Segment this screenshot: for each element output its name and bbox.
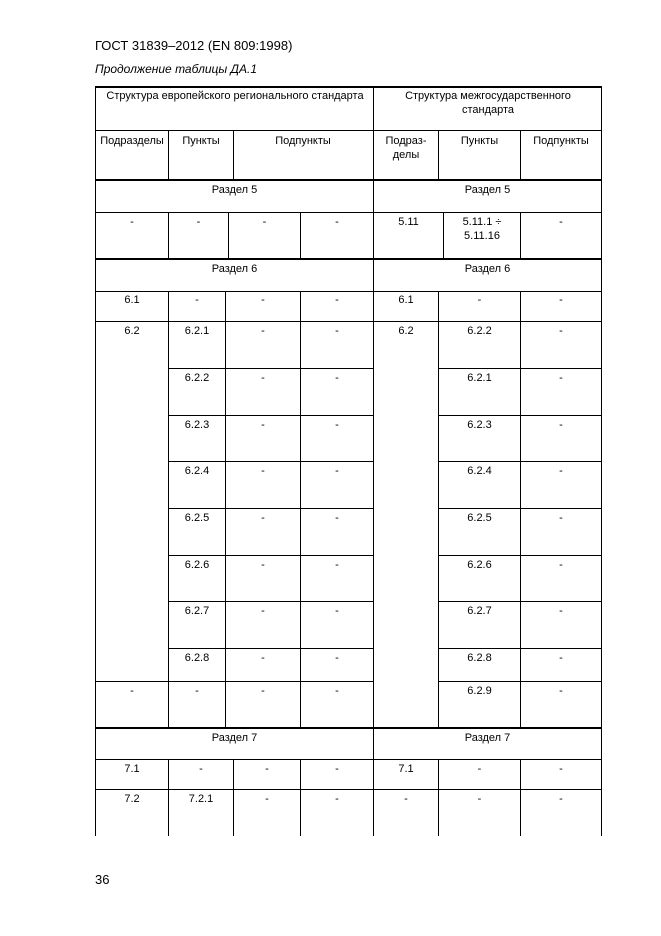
cell-dash: - bbox=[559, 372, 563, 384]
cell-euro-clause: 6.2.4 bbox=[184, 465, 210, 477]
cell-inter-clause: 6.2.9 bbox=[467, 685, 492, 697]
cell-dash: - bbox=[559, 419, 563, 431]
cell-euro-7-2-1: 7.2.1 bbox=[188, 793, 214, 805]
cell-dash: - bbox=[261, 652, 265, 664]
document-header: ГОСТ 31839–2012 (EN 809:1998) bbox=[95, 38, 293, 53]
cell-inter-5-11-range: 5.11.1 ÷ 5.11.16 bbox=[462, 216, 502, 242]
cell-dash: - bbox=[195, 685, 199, 697]
cell-inter-6-1: 6.1 bbox=[398, 294, 414, 306]
cell-dash: - bbox=[261, 419, 265, 431]
cell-dash: - bbox=[335, 419, 339, 431]
cell-euro-7-2: 7.2 bbox=[124, 793, 140, 805]
cell-dash: - bbox=[261, 685, 265, 697]
cell-dash: - bbox=[559, 763, 563, 775]
cell-dash: - bbox=[199, 763, 203, 775]
cell-inter-clause: 6.2.2 bbox=[467, 325, 492, 337]
cell-euro-7-1: 7.1 bbox=[124, 763, 140, 775]
cell-dash: - bbox=[335, 294, 339, 306]
section-6-inter: Раздел 6 bbox=[464, 263, 511, 275]
cell-euro-clause: 6.2.8 bbox=[184, 652, 210, 664]
cell-dash: - bbox=[265, 763, 269, 775]
cell-inter-clause: 6.2.5 bbox=[467, 512, 492, 524]
cell-dash: - bbox=[335, 605, 339, 617]
cell-dash: - bbox=[261, 294, 265, 306]
table-continuation-caption: Продолжение таблицы ДА.1 bbox=[95, 62, 258, 76]
section-6-euro: Раздел 6 bbox=[211, 263, 258, 275]
cell-dash: - bbox=[261, 559, 265, 571]
cell-dash: - bbox=[261, 372, 265, 384]
cell-dash: - bbox=[335, 685, 339, 697]
euro-col-subsections: Подразделы bbox=[100, 135, 164, 147]
cell-inter-7-1: 7.1 bbox=[398, 763, 414, 775]
cell-dash: - bbox=[559, 512, 563, 524]
cell-dash: - bbox=[335, 763, 339, 775]
cell-dash: - bbox=[130, 685, 134, 697]
cell-dash: - bbox=[559, 685, 563, 697]
cell-inter-clause: 6.2.4 bbox=[467, 465, 492, 477]
cell-dash: - bbox=[477, 763, 482, 775]
cell-dash: - bbox=[559, 216, 563, 228]
cell-inter-clause: 6.2.3 bbox=[467, 419, 492, 431]
cell-dash: - bbox=[335, 325, 339, 337]
cell-dash: - bbox=[477, 793, 482, 805]
cell-dash: - bbox=[559, 559, 563, 571]
cell-inter-6-2: 6.2 bbox=[398, 325, 414, 337]
section-5-euro: Раздел 5 bbox=[211, 184, 258, 196]
cell-inter-clause: 6.2.6 bbox=[467, 559, 492, 571]
cell-dash: - bbox=[335, 793, 339, 805]
cell-dash: - bbox=[335, 465, 339, 477]
cell-dash: - bbox=[261, 512, 265, 524]
cell-dash: - bbox=[335, 372, 339, 384]
cell-euro-clause: 6.2.2 bbox=[184, 372, 210, 384]
cell-dash: - bbox=[335, 652, 339, 664]
cell-dash: - bbox=[559, 652, 563, 664]
cell-euro-6-2: 6.2 bbox=[124, 325, 140, 337]
cell-dash: - bbox=[335, 216, 339, 228]
cell-inter-clause: 6.2.1 bbox=[467, 372, 492, 384]
cell-dash: - bbox=[261, 325, 265, 337]
cell-dash: - bbox=[261, 605, 265, 617]
cell-dash: - bbox=[559, 294, 563, 306]
cell-dash: - bbox=[559, 465, 563, 477]
cell-dash: - bbox=[559, 793, 563, 805]
cell-dash: - bbox=[559, 605, 563, 617]
cell-dash: - bbox=[559, 325, 563, 337]
cell-euro-clause: 6.2.6 bbox=[184, 559, 210, 571]
cell-dash: - bbox=[262, 216, 267, 228]
cell-dash: - bbox=[404, 793, 408, 805]
cell-dash: - bbox=[335, 559, 339, 571]
cell-dash: - bbox=[335, 512, 339, 524]
cell-euro-clause: 6.2.5 bbox=[184, 512, 210, 524]
cell-euro-clause: 6.2.7 bbox=[184, 605, 210, 617]
section-7-inter: Раздел 7 bbox=[464, 732, 511, 744]
cell-dash: - bbox=[130, 216, 134, 228]
euro-structure-header: Структура европейского регионального стандарта bbox=[106, 90, 364, 102]
inter-structure-header: Структура межгосударственного стандарта bbox=[405, 90, 571, 116]
cell-inter-5-11: 5.11 bbox=[398, 216, 419, 228]
cell-euro-clause: 6.2.3 bbox=[184, 419, 210, 431]
inter-col-subsections: Подраз-делы bbox=[385, 135, 427, 161]
euro-col-clauses: Пункты bbox=[182, 135, 220, 147]
cell-inter-clause: 6.2.7 bbox=[467, 605, 492, 617]
cell-euro-6-1: 6.1 bbox=[124, 294, 140, 306]
cell-dash: - bbox=[195, 294, 199, 306]
inter-col-subclauses: Подпункты bbox=[533, 135, 589, 147]
euro-col-subclauses: Подпункты bbox=[275, 135, 331, 147]
cell-dash: - bbox=[265, 793, 269, 805]
cell-dash: - bbox=[261, 465, 265, 477]
cell-inter-clause: 6.2.8 bbox=[467, 652, 492, 664]
cell-dash: - bbox=[196, 216, 201, 228]
cell-euro-clause: 6.2.1 bbox=[184, 325, 210, 337]
section-7-euro: Раздел 7 bbox=[211, 732, 258, 744]
page-number: 36 bbox=[95, 872, 110, 887]
inter-col-clauses: Пункты bbox=[460, 135, 499, 147]
section-5-inter: Раздел 5 bbox=[464, 184, 511, 196]
cell-dash: - bbox=[477, 294, 482, 306]
